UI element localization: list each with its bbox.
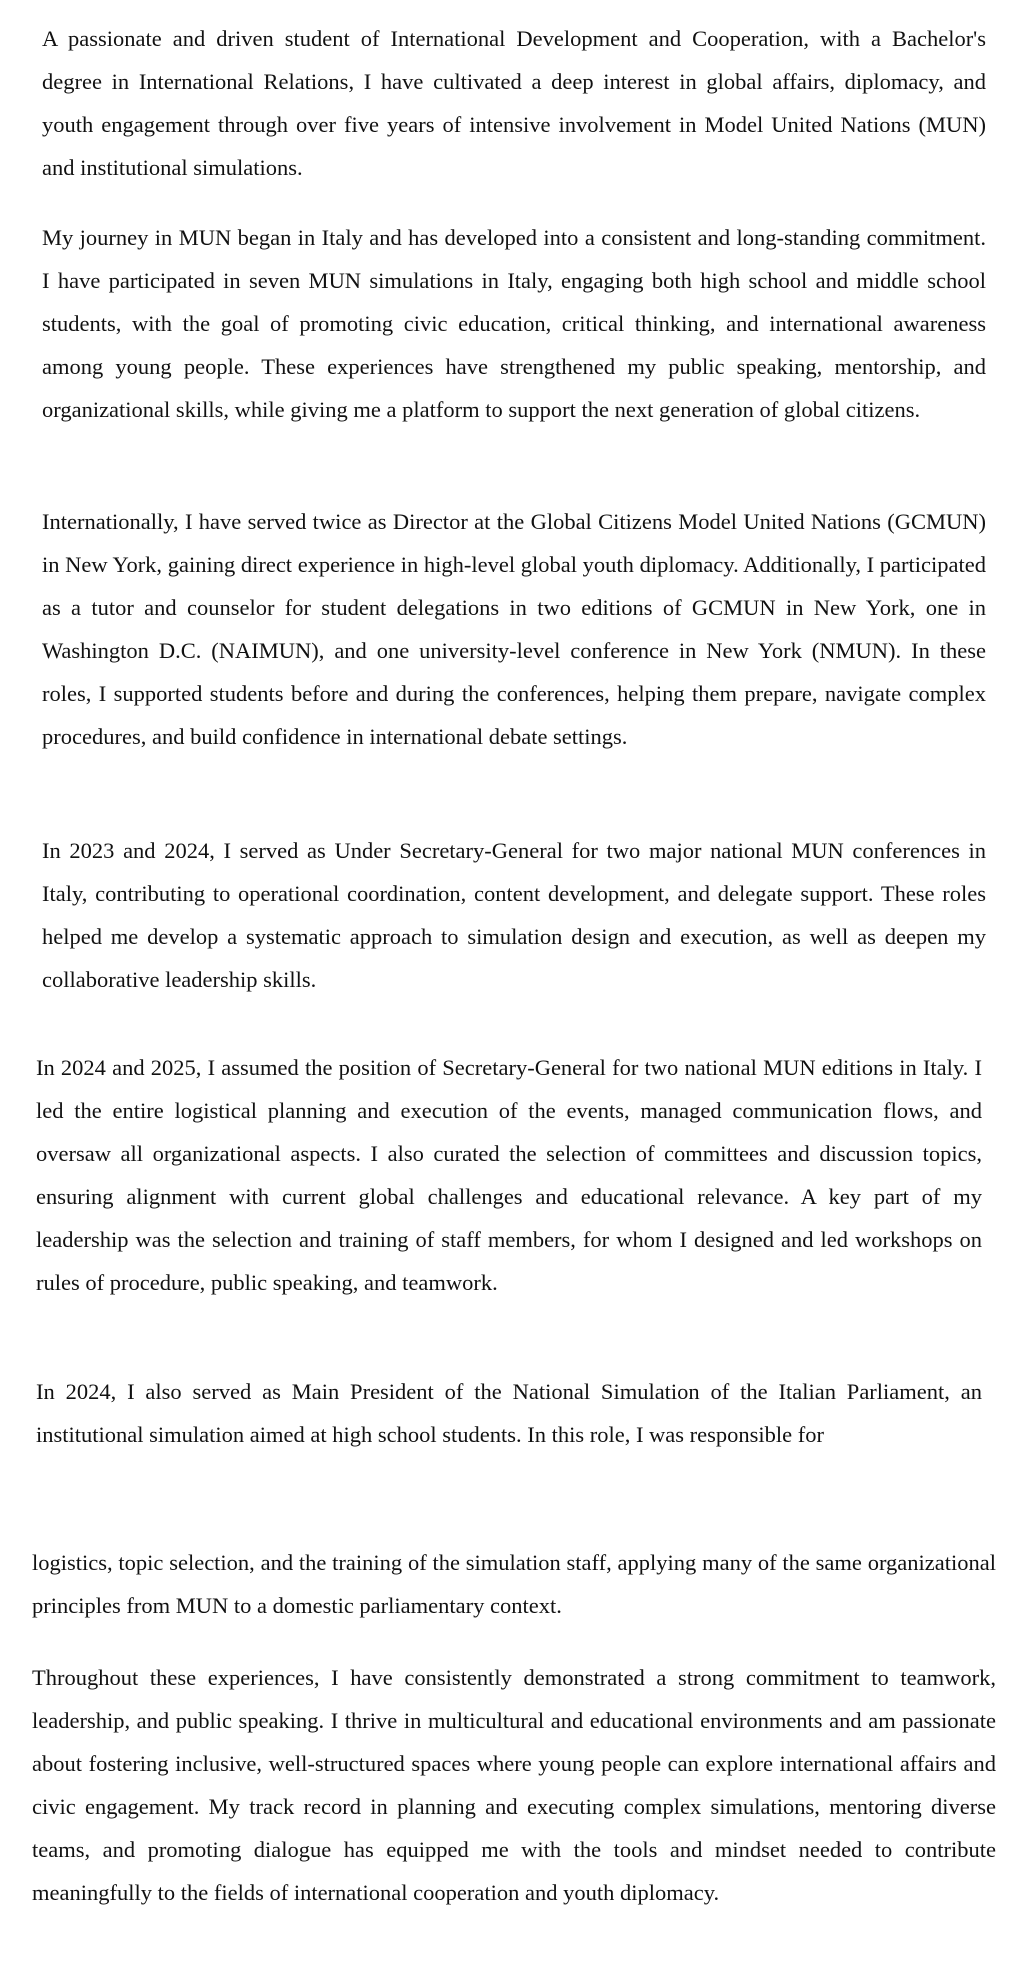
paragraph-introduction: A passionate and driven student of International Development and Cooperation, with a Bachelor's degree in International Relations, I have cultivated a deep interest in global affairs, diplomacy, and youth engagement through over five years of intensive involvement in Model United Nations (MUN) and institutional simulations. xyxy=(42,26,986,180)
paragraph-international-experience: Internationally, I have served twice as Director at the Global Citizens Model United Nations (GCMUN) in New York, gaining direct experience in high-level global youth diplomacy. Additionally, I participated as a tutor and counselor for student delegations in two editions of GCMUN in New York, one in Washington D.C. (NAIMUN), and one university-level conference in New York (NMUN). In these roles, I supported students before and during the conferences, helping them prepare, navigate complex procedures, and build confidence in international debate settings. xyxy=(42,509,986,749)
paragraph-under-secretary-general: In 2023 and 2024, I served as Under Secretary-General for two major national MUN conferences in Italy, contributing to operational coordination, content development, and delegate support. These roles helped me develop a systematic approach to simulation design and execution, as well as deepen my collaborative leadership skills. xyxy=(42,838,986,992)
paragraph-secretary-general: In 2024 and 2025, I assumed the position of Secretary-General for two national MUN editions in Italy. I led the entire logistical planning and execution of the events, managed communication flows, and oversaw all organizational aspects. I also curated the selection of committees and discussion topics, ensuring alignment with current global challenges and educational relevance. A key part of my leadership was the selection and training of staff members, for whom I designed and led workshops on rules of procedure, public speaking, and teamwork. xyxy=(36,1055,982,1295)
paragraph-parliament-continued: logistics, topic selection, and the training of the simulation staff, applying many of the same organizational principles from MUN to a domestic parliamentary context. xyxy=(32,1550,996,1618)
paragraph-conclusion: Throughout these experiences, I have consistently demonstrated a strong commitment to teamwork, leadership, and public speaking. I thrive in multicultural and educational environments and am passionate about fostering inclusive, well-structured spaces where young people can explore international affairs and civic engagement. My track record in planning and executing complex simulations, mentoring diverse teams, and promoting dialogue has equipped me with the tools and mindset needed to contribute meaningfully to the fields of international cooperation and youth diplomacy. xyxy=(32,1665,996,1905)
paragraph-mun-italy: My journey in MUN began in Italy and has developed into a consistent and long-standing commitment. I have participated in seven MUN simulations in Italy, engaging both high school and middle school students, with the goal of promoting civic education, critical thinking, and international awareness among young people. These experiences have strengthened my public speaking, mentorship, and organizational skills, while giving me a platform to support the next generation of global citizens. xyxy=(42,225,986,422)
paragraph-parliament-simulation: In 2024, I also served as Main President of the National Simulation of the Italian Parliament, an institutional simulation aimed at high school students. In this role, I was responsible for xyxy=(36,1379,982,1447)
